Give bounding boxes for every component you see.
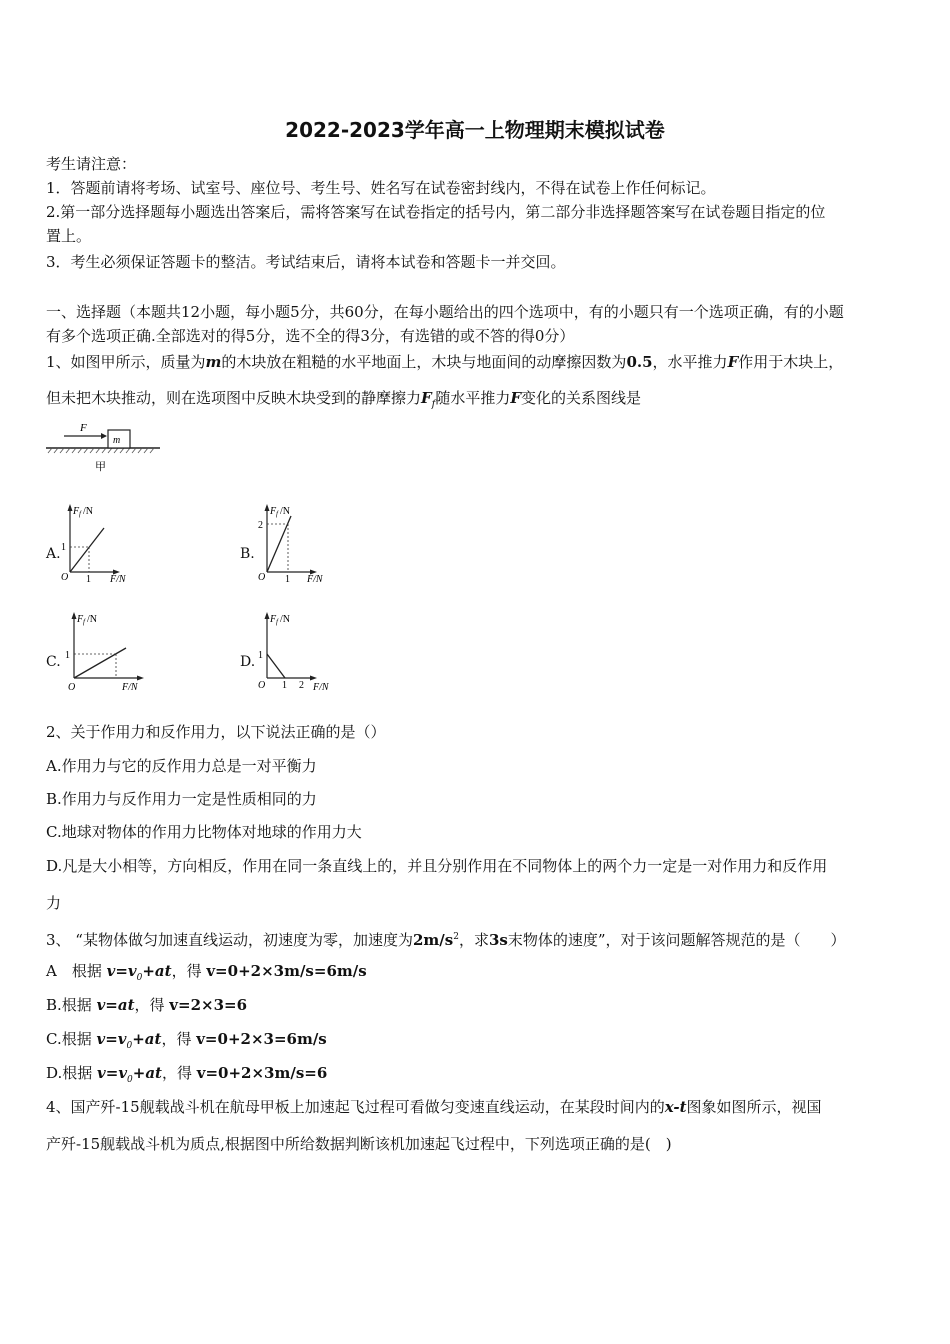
svg-text:/N: /N — [87, 614, 97, 625]
q2-option-c: C.地球对物体的作用力比物体对地球的作用力大 — [46, 823, 362, 841]
q4-stem-line1: 4、国产歼-15舰载战斗机在航母甲板上加速起飞过程可看做匀变速直线运动，在某段时间内的x-t图象如图所示，视国 — [46, 1098, 822, 1116]
svg-text:F: F — [73, 506, 80, 517]
svg-text:1: 1 — [258, 650, 263, 661]
svg-text:/N: /N — [280, 614, 290, 625]
svg-text:f: f — [276, 618, 278, 626]
fig-force-label: F — [80, 422, 87, 434]
svg-text:1: 1 — [86, 574, 91, 585]
svg-text:F/N: F/N — [122, 682, 138, 693]
svg-text:1: 1 — [61, 542, 66, 553]
q3-option-b: B.根据 v=at，得 v=2×3=6 — [46, 996, 248, 1014]
svg-text:/N: /N — [280, 506, 290, 517]
page-title: 2022-2023学年高一上物理期末模拟试卷 — [285, 118, 665, 142]
svg-text:F: F — [270, 506, 277, 517]
svg-text:1: 1 — [65, 650, 70, 661]
q2-option-a: A.作用力与它的反作用力总是一对平衡力 — [46, 757, 317, 775]
notice-heading: 考生请注意： — [46, 155, 137, 173]
svg-text:1: 1 — [282, 680, 287, 691]
svg-text:F/N: F/N — [307, 574, 323, 585]
svg-text:O: O — [258, 572, 266, 583]
svg-text:f: f — [276, 510, 278, 518]
notice-item-2-cont: 置上。 — [46, 227, 92, 245]
q2-option-b: B.作用力与反作用力一定是性质相同的力 — [46, 790, 317, 808]
q2-option-d-cont: 力 — [46, 894, 62, 912]
q3-option-d: D.根据 $v=v_0+at$，得 v=0+2×3m/s=6 — [46, 1064, 328, 1085]
q2-option-d: D.凡是大小相等，方向相反，作用在同一条直线上的，并且分别作用在不同物体上的两个力一定是一对作用力和反作用 — [46, 857, 828, 875]
svg-text:O: O — [68, 682, 76, 693]
fig-caption: 甲 — [95, 461, 106, 473]
svg-text:F/N: F/N — [110, 574, 126, 585]
q1-stem-line2: 但未把木块推动，则在选项图中反映木块受到的静摩擦力$F_f$随水平推力F变化的关系图线是 — [46, 389, 642, 410]
q3-option-c: C.根据 $v=v_0+at$，得 v=0+2×3=6m/s — [46, 1030, 327, 1051]
q3-option-a: A 根据 $v=v_0+at$，得 v=0+2×3m/s=6m/s — [46, 962, 367, 983]
q4-stem-line2: 产歼-15舰载战斗机为质点,根据图中所给数据判断该机加速起飞过程中，下列选项正确的是( ) — [46, 1135, 672, 1153]
q1-graph-a — [58, 500, 148, 588]
notice-item-2: 2.第一部分选择题每小题选出答案后，需将答案写在试卷指定的括号内，第二部分非选择题答案写在试卷题目指定的位 — [46, 203, 826, 221]
svg-text:2: 2 — [258, 520, 263, 531]
q1-graph-b — [255, 500, 345, 588]
section1-instructions-1: 一、选择题（本题共12小题，每小题5分，共60分，在每小题给出的四个选项中，有的小题只有一个选项正确，有的小题 — [46, 303, 844, 321]
q1-option-d-label: D. — [240, 654, 256, 670]
svg-text:O: O — [61, 572, 69, 583]
notice-item-3: 3．考生必须保证答题卡的整洁。考试结束后，请将本试卷和答题卡一并交回。 — [46, 253, 566, 271]
svg-text:2: 2 — [299, 680, 304, 691]
svg-text:O: O — [258, 680, 266, 691]
svg-text:1: 1 — [285, 574, 290, 585]
q2-stem: 2、关于作用力和反作用力，以下说法正确的是（） — [46, 723, 386, 741]
svg-text:F: F — [77, 614, 84, 625]
q1-stem-line1: 1、如图甲所示，质量为m的木块放在粗糙的水平地面上，木块与地面间的动摩擦因数为0.5，水平推力F作用于木块上， — [46, 353, 844, 371]
q1-option-c-label: C. — [46, 654, 61, 670]
q1-graph-d — [255, 608, 350, 696]
svg-text:F/N: F/N — [313, 682, 329, 693]
q1-figure-jia — [40, 418, 170, 480]
q1-option-a-label: A. — [46, 546, 61, 562]
svg-text:/N: /N — [83, 506, 93, 517]
section1-instructions-2: 有多个选项正确.全部选对的得5分，选不全的得3分，有选错的或不答的得0分） — [46, 327, 575, 345]
fig-block-label: m — [113, 435, 121, 446]
q1-option-b-label: B. — [240, 546, 255, 562]
svg-text:F: F — [270, 614, 277, 625]
svg-text:f: f — [79, 510, 81, 518]
svg-text:f: f — [83, 618, 85, 626]
q3-stem: 3、 “某物体做匀加速直线运动，初速度为零，加速度为$2m/s^2$，求3s末物体的速度”，对于该问题解答规范的是（ ） — [46, 931, 846, 949]
notice-item-1: 1．答题前请将考场、试室号、座位号、考生号、姓名写在试卷密封线内，不得在试卷上作任何标记。 — [46, 179, 716, 197]
q1-graph-c — [62, 608, 157, 696]
